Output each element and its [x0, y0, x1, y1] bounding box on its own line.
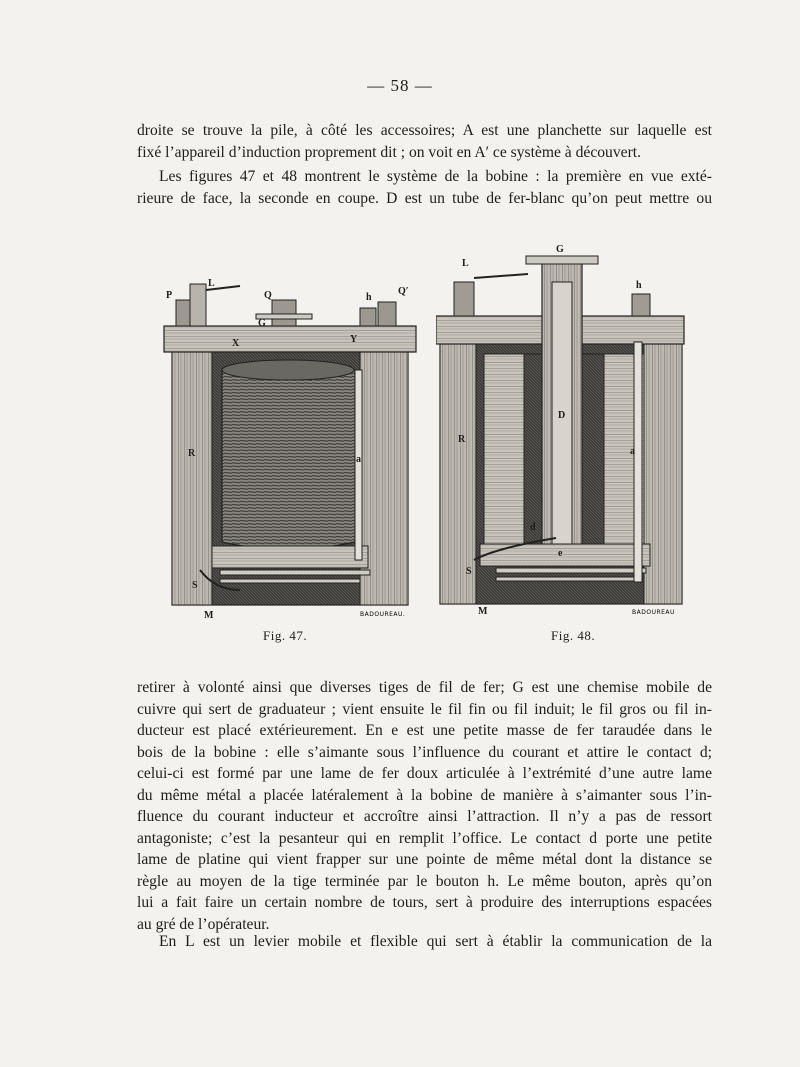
figure-48-label: G [556, 244, 564, 255]
figure-47-caption: Fig. 47. [263, 628, 308, 643]
figure-48-label: S [466, 566, 472, 577]
figure-47-label: a [356, 454, 361, 465]
coil-section-drawing [436, 242, 692, 620]
figure-48-label: D [558, 410, 566, 421]
text-line: antagoniste; c’est la pesanteur qui en remplit l’office. Le contact d porte une petite [137, 829, 712, 847]
page-number: — 58 — [367, 76, 433, 95]
figure-48-label: d [530, 522, 536, 533]
figure-47-label: G [258, 318, 266, 329]
figure-48-label: L [462, 258, 469, 269]
paragraph-4 [137, 931, 712, 953]
figure-47-label: S [192, 580, 198, 591]
text-line: règle au moyen de la tige terminée par le bouton h. Le même bouton, après qu’on [137, 872, 712, 890]
figure-48-label: e [558, 548, 563, 559]
text-line: rieure de face, la seconde en coupe. D est un tube de fer-blanc qu’on peut mettre ou [137, 189, 712, 207]
figure-48-label: h [636, 280, 642, 291]
figure-48-label: M [478, 606, 488, 617]
text-line: retirer à volonté ainsi que diverses tiges de fil de fer; G est une chemise mobile de [137, 679, 712, 696]
coil-exterior-drawing [160, 270, 420, 620]
text-line: lui a fait faire un certain nombre de tours, sert à produire des interruptions espacées [137, 894, 712, 911]
figure-48-caption: Fig. 48. [551, 628, 596, 643]
figure-47-label: M [204, 610, 214, 620]
figure-48-engraving [436, 242, 692, 620]
figure-48-label: a [630, 446, 635, 457]
text-line: bois de la bobine : elle s’aimante sous l’influence du courant et attire le contact d; [137, 743, 712, 761]
text-line: Les figures 47 et 48 montrent le système de la bobine : la première en vue exté- [159, 168, 712, 185]
text-line: du même métal a placée latéralement à la bobine de manière à s’aimanter sous l’in- [137, 786, 712, 804]
paragraph-3 [137, 677, 712, 935]
figure-48-label: R [458, 434, 466, 445]
text-line: En L est un levier mobile et flexible qui sert à établir la communication de la [159, 933, 712, 950]
text-line: au gré de l’opérateur. [137, 915, 270, 933]
text-line: cuivre qui sert de graduateur ; vient ensuite le fil fin ou fil induit; le fil gros ou fil in- [137, 700, 712, 718]
text-line: lame de platine qui vient frapper sur une pointe de même métal dont la distance se [137, 851, 712, 868]
figure-47-label: L [208, 278, 215, 289]
figure-47-label: P [166, 290, 173, 301]
figure-47-label: Y [350, 334, 358, 345]
figure-47-label: Q′ [398, 286, 409, 297]
figure-47-label: h [366, 292, 372, 303]
text-line: ducteur est placé extérieurement. En e est une petite masse de fer taraudée dans le [137, 722, 712, 739]
engraver-signature: BADOUREAU. [360, 611, 406, 618]
figure-47-label: Q [264, 290, 272, 301]
figure-47-engraving [160, 270, 420, 620]
figure-47-label: X [232, 338, 240, 349]
text-line: fixé l’appareil d’induction proprement dit ; on voit en A′ ce système à découvert. [137, 143, 641, 161]
engraver-signature: BADOUREAU [632, 609, 675, 616]
paragraph-2 [137, 166, 712, 209]
figure-47-label: R [188, 448, 196, 459]
text-line: fluence du courant inducteur et accroître ainsi l’attraction. Il n’y a pas de ressort [137, 808, 712, 825]
text-line: celui-ci est formé par une lame de fer doux articulée à l’extrémité d’une autre lame [137, 765, 712, 782]
paragraph-1 [137, 120, 712, 163]
text-line: droite se trouve la pile, à côté les accessoires; A est une planchette sur laquelle est [137, 122, 712, 139]
